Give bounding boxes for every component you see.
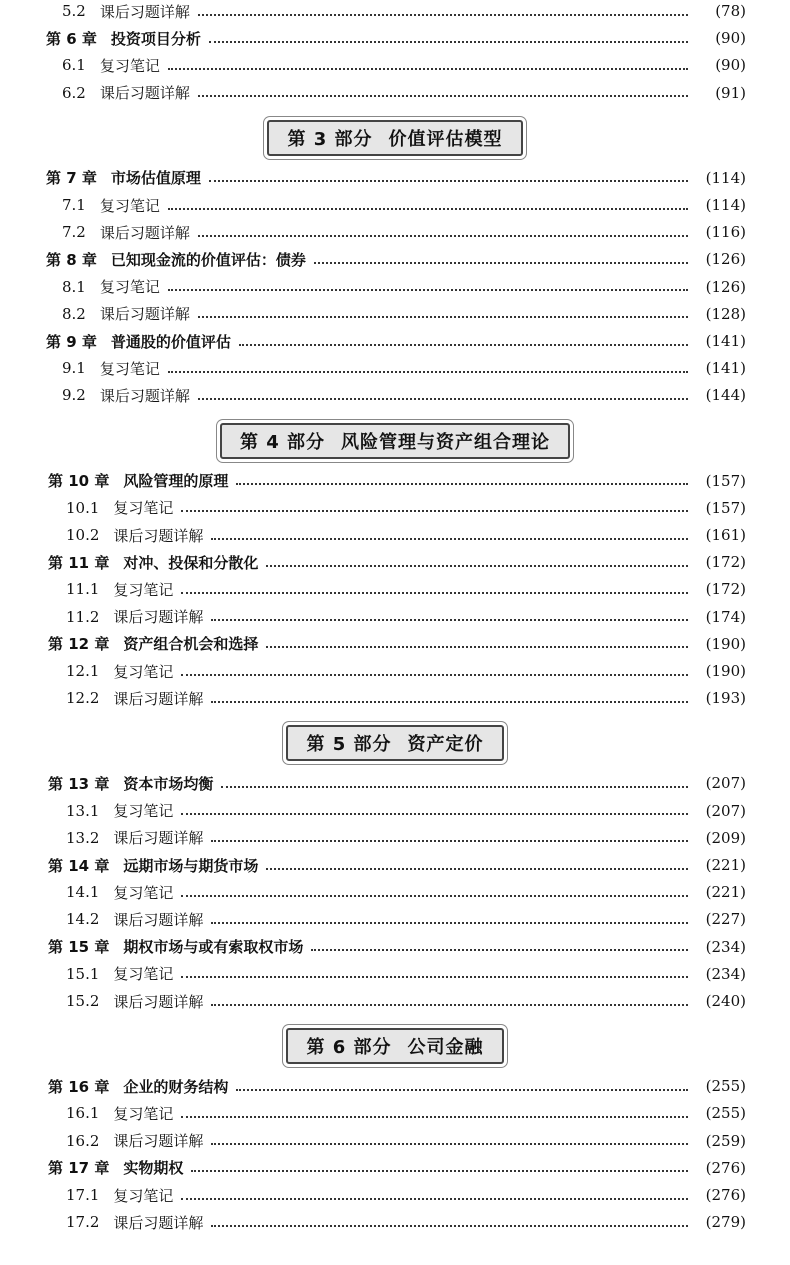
section-number: 8.1 (62, 277, 86, 296)
page-number: ( 114 ) (694, 196, 746, 214)
toc-section-row[interactable] (0, 383, 790, 407)
toc-chapter-row[interactable] (0, 26, 790, 50)
toc-section-row[interactable] (0, 907, 790, 931)
chapter-title: 实物期权 (123, 1159, 184, 1178)
section-title: 课后习题详解 (99, 386, 190, 405)
section-title: 课后习题详解 (113, 689, 204, 708)
toc-section-row[interactable] (0, 0, 790, 23)
part-heading (0, 725, 790, 761)
section-number: 8.2 (62, 304, 86, 323)
dot-leader (211, 839, 688, 842)
section-number: 11.1 (66, 580, 100, 599)
page-number: ( 90 ) (694, 29, 746, 47)
page-number: ( 259 ) (694, 1132, 746, 1150)
dot-leader (191, 1169, 688, 1172)
section-number: 14.1 (66, 883, 100, 902)
page-number: ( 78 ) (694, 2, 746, 20)
chapter-title: 普通股的价值评估 (110, 332, 231, 351)
toc-section-row[interactable] (0, 826, 790, 850)
page-number: ( 207 ) (694, 774, 746, 792)
toc-section-row[interactable] (0, 356, 790, 380)
toc-chapter-row[interactable] (0, 166, 790, 190)
chapter-title: 市场估值原理 (110, 169, 201, 188)
toc-section-row[interactable] (0, 523, 790, 547)
page-number: ( 157 ) (694, 499, 746, 517)
section-title: 课后习题详解 (113, 526, 204, 545)
section-title: 课后习题详解 (113, 829, 204, 848)
dot-leader (221, 785, 688, 788)
section-title: 课后习题详解 (113, 608, 204, 627)
dot-leader (198, 397, 688, 400)
toc-chapter-row[interactable] (0, 247, 790, 271)
section-title: 复习笔记 (113, 499, 174, 518)
chapter-title: 期权市场与或有索取权市场 (123, 938, 304, 957)
chapter-title: 资本市场均衡 (123, 774, 214, 793)
section-title: 课后习题详解 (113, 1132, 204, 1151)
dot-leader (239, 343, 688, 346)
page-number: ( 91 ) (694, 84, 746, 102)
part-heading (0, 423, 790, 459)
chapter-number: 第 10 章 (48, 472, 110, 491)
dot-leader (211, 700, 688, 703)
part-banner (286, 1028, 503, 1064)
part-number: 第 6 部分 (306, 1037, 392, 1059)
section-title: 复习笔记 (113, 662, 174, 681)
dot-leader (266, 564, 688, 567)
dot-leader (209, 179, 688, 182)
section-title: 课后习题详解 (99, 2, 190, 21)
page-number: ( 141 ) (694, 359, 746, 377)
part-banner (286, 725, 503, 761)
section-number: 7.2 (62, 223, 86, 242)
section-number: 5.2 (62, 2, 86, 20)
chapter-title: 企业的财务结构 (123, 1077, 229, 1096)
part-banner (220, 423, 570, 459)
toc-section-row[interactable] (0, 1183, 790, 1207)
section-number: 13.1 (66, 801, 100, 820)
toc-chapter-row[interactable] (0, 1074, 790, 1098)
dot-leader (181, 509, 688, 512)
part-heading (0, 120, 790, 156)
section-title: 复习笔记 (113, 883, 174, 902)
section-number: 9.1 (62, 359, 86, 378)
dot-leader (181, 591, 688, 594)
toc-section-row[interactable] (0, 880, 790, 904)
toc-chapter-row[interactable] (0, 1156, 790, 1180)
toc-section-row[interactable] (0, 1210, 790, 1234)
chapter-number: 第 8 章 (46, 250, 97, 269)
section-title: 复习笔记 (99, 196, 160, 215)
page-number: ( 126 ) (694, 278, 746, 296)
page-number: ( 190 ) (694, 635, 746, 653)
chapter-title: 已知现金流的价值评估：债券 (110, 250, 306, 269)
chapter-number: 第 12 章 (48, 635, 110, 654)
section-number: 13.2 (66, 828, 100, 847)
section-number: 12.1 (66, 662, 100, 680)
toc-section-row[interactable] (0, 1101, 790, 1125)
section-title: 课后习题详解 (99, 84, 190, 103)
part-number: 第 4 部分 (239, 431, 326, 453)
page-number: ( 90 ) (694, 56, 746, 74)
toc-section-row[interactable] (0, 81, 790, 105)
chapter-number: 第 11 章 (48, 553, 110, 572)
toc-chapter-row[interactable] (0, 853, 790, 877)
dot-leader (181, 812, 688, 815)
part-title: 公司金融 (407, 1037, 484, 1059)
dot-leader (168, 207, 688, 210)
chapter-title: 对冲、投保和分散化 (123, 553, 259, 572)
dot-leader (181, 894, 688, 897)
page-number: ( 221 ) (694, 856, 746, 874)
page-number: ( 128 ) (694, 305, 746, 323)
page-number: ( 141 ) (694, 332, 746, 350)
page-number: ( 114 ) (694, 169, 746, 187)
chapter-number: 第 17 章 (48, 1159, 110, 1178)
page-number: ( 144 ) (694, 386, 746, 404)
page-number: ( 157 ) (694, 472, 746, 490)
section-title: 课后习题详解 (99, 305, 190, 324)
section-title: 复习笔记 (113, 1186, 174, 1205)
section-title: 课后习题详解 (113, 992, 204, 1011)
dot-leader (311, 948, 688, 951)
toc-section-row[interactable] (0, 302, 790, 326)
dot-leader (266, 645, 688, 648)
chapter-number: 第 6 章 (46, 29, 97, 48)
toc-section-row[interactable] (0, 275, 790, 299)
dot-leader (211, 1224, 688, 1227)
section-title: 复习笔记 (113, 802, 174, 821)
dot-leader (211, 618, 688, 621)
toc-section-row[interactable] (0, 799, 790, 823)
page-number: ( 209 ) (694, 829, 746, 847)
section-number: 15.1 (66, 964, 100, 983)
chapter-title: 投资项目分析 (110, 29, 201, 48)
dot-leader (198, 94, 688, 97)
part-number: 第 3 部分 (287, 128, 373, 150)
page-number: ( 240 ) (694, 992, 746, 1010)
section-title: 复习笔记 (99, 56, 160, 75)
part-title: 风险管理与资产组合理论 (341, 431, 551, 453)
page-number: ( 276 ) (694, 1186, 746, 1204)
toc-section-row[interactable] (0, 53, 790, 77)
section-number: 16.2 (66, 1131, 100, 1150)
dot-leader (181, 673, 688, 676)
toc-chapter-row[interactable] (0, 935, 790, 959)
toc-section-row[interactable] (0, 686, 790, 710)
section-number: 15.2 (66, 992, 100, 1010)
dot-leader (211, 1142, 688, 1145)
dot-leader (198, 315, 688, 318)
dot-leader (198, 13, 688, 16)
section-number: 6.2 (62, 83, 86, 102)
dot-leader (168, 67, 688, 70)
dot-leader (198, 234, 688, 237)
section-number: 11.2 (66, 607, 100, 626)
section-title: 课后习题详解 (113, 1213, 204, 1232)
dot-leader (168, 288, 688, 291)
part-heading (0, 1028, 790, 1064)
dot-leader (266, 867, 688, 870)
toc-section-row[interactable] (0, 220, 790, 244)
page-number: ( 172 ) (694, 553, 746, 571)
chapter-number: 第 9 章 (46, 332, 97, 351)
section-number: 16.1 (66, 1104, 100, 1123)
section-number: 7.1 (62, 196, 86, 214)
part-banner (267, 120, 522, 156)
section-number: 9.2 (62, 386, 86, 405)
toc-chapter-row[interactable] (0, 469, 790, 493)
section-number: 10.2 (66, 526, 100, 544)
dot-leader (211, 537, 688, 540)
dot-leader (314, 261, 688, 264)
chapter-number: 第 13 章 (48, 774, 110, 793)
dot-leader (211, 921, 688, 924)
section-title: 复习笔记 (99, 359, 160, 378)
toc-section-row[interactable] (0, 605, 790, 629)
page-number: ( 172 ) (694, 580, 746, 598)
dot-leader (181, 975, 688, 978)
dot-leader (168, 370, 688, 373)
toc-section-row[interactable] (0, 577, 790, 601)
chapter-title: 远期市场与期货市场 (123, 856, 259, 875)
section-title: 复习笔记 (113, 1104, 174, 1123)
page-number: ( 161 ) (694, 526, 746, 544)
chapter-number: 第 14 章 (48, 856, 110, 875)
part-title: 价值评估模型 (388, 128, 503, 150)
page-number: ( 279 ) (694, 1213, 746, 1231)
section-number: 17.1 (66, 1186, 100, 1204)
page-number: ( 276 ) (694, 1159, 746, 1177)
section-number: 17.2 (66, 1213, 100, 1232)
toc-section-row[interactable] (0, 496, 790, 520)
toc-section-row[interactable] (0, 193, 790, 217)
page-number: ( 190 ) (694, 662, 746, 680)
section-number: 6.1 (62, 56, 86, 75)
chapter-title: 风险管理的原理 (123, 472, 229, 491)
toc-chapter-row[interactable] (0, 632, 790, 656)
page-number: ( 255 ) (694, 1077, 746, 1095)
page-number: ( 234 ) (694, 938, 746, 956)
page-number: ( 193 ) (694, 689, 746, 707)
dot-leader (209, 40, 688, 43)
page-number: ( 174 ) (694, 608, 746, 626)
toc-section-row[interactable] (0, 962, 790, 986)
page-number: ( 126 ) (694, 250, 746, 268)
toc-chapter-row[interactable] (0, 771, 790, 795)
page-number: ( 234 ) (694, 965, 746, 983)
page-number: ( 227 ) (694, 910, 746, 928)
chapter-number: 第 16 章 (48, 1077, 110, 1096)
dot-leader (211, 1003, 688, 1006)
chapter-number: 第 15 章 (48, 938, 110, 957)
dot-leader (181, 1197, 688, 1200)
toc-section-row[interactable] (0, 1129, 790, 1153)
section-number: 14.2 (66, 910, 100, 929)
dot-leader (181, 1115, 688, 1118)
chapter-number: 第 7 章 (46, 169, 97, 188)
section-title: 课后习题详解 (113, 910, 204, 929)
toc-section-row[interactable] (0, 989, 790, 1013)
page-number: ( 221 ) (694, 883, 746, 901)
toc-chapter-row[interactable] (0, 550, 790, 574)
section-title: 课后习题详解 (99, 223, 190, 242)
page-number: ( 255 ) (694, 1104, 746, 1122)
dot-leader (236, 482, 688, 485)
page-number: ( 207 ) (694, 802, 746, 820)
section-title: 复习笔记 (99, 278, 160, 297)
dot-leader (236, 1088, 688, 1091)
section-number: 10.1 (66, 498, 100, 517)
section-title: 复习笔记 (113, 965, 174, 984)
toc-section-row[interactable] (0, 659, 790, 683)
section-number: 12.2 (66, 689, 100, 708)
page-number: ( 116 ) (694, 223, 746, 241)
part-title: 资产定价 (407, 734, 484, 756)
toc-chapter-row[interactable] (0, 329, 790, 353)
chapter-title: 资产组合机会和选择 (123, 635, 259, 654)
part-number: 第 5 部分 (306, 734, 392, 756)
section-title: 复习笔记 (113, 580, 174, 599)
